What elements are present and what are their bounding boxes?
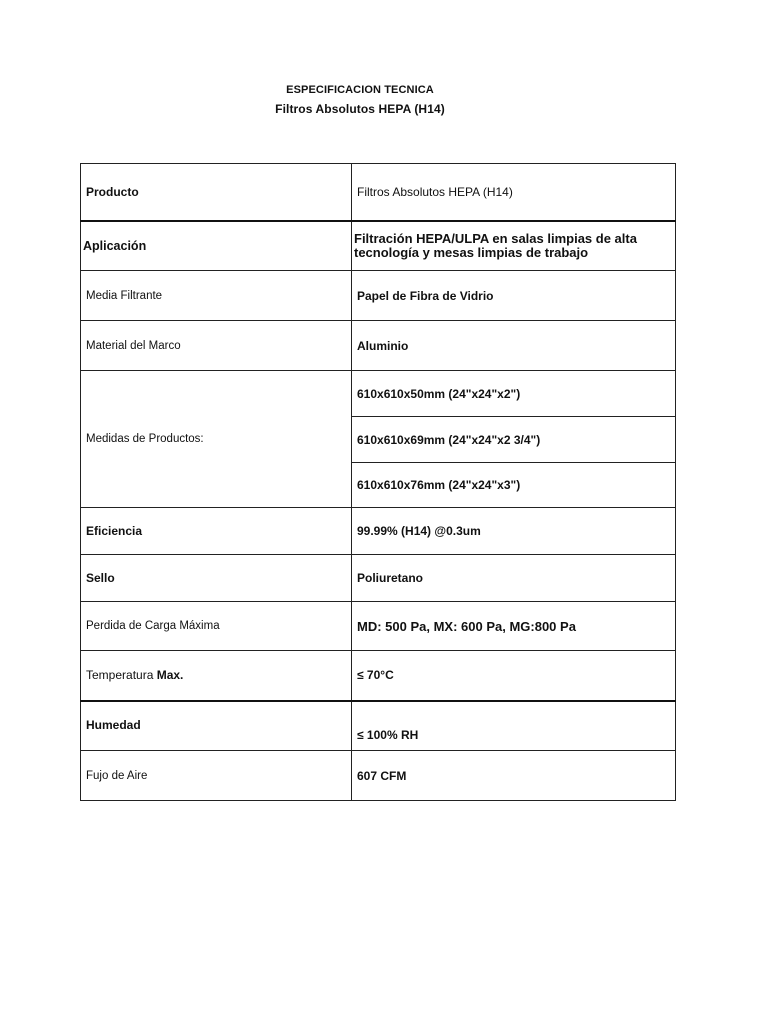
row-label: Humedad bbox=[81, 701, 352, 751]
row-value: Poliuretano bbox=[352, 555, 676, 602]
row-value: MD: 500 Pa, MX: 600 Pa, MG:800 Pa bbox=[352, 602, 676, 651]
row-value: Filtros Absolutos HEPA (H14) bbox=[352, 164, 676, 221]
row-value: 99.99% (H14) @0.3um bbox=[352, 508, 676, 555]
row-value: ≤ 100% RH bbox=[352, 701, 676, 751]
row-value: 610x610x50mm (24"x24"x2") bbox=[352, 371, 676, 417]
table-row-eficiencia bbox=[81, 508, 676, 555]
row-label: Media Filtrante bbox=[81, 271, 352, 321]
row-label: Producto bbox=[81, 164, 352, 221]
row-value: 610x610x76mm (24"x24"x3") bbox=[352, 463, 676, 508]
row-value: 607 CFM bbox=[352, 751, 676, 801]
table-row-producto bbox=[81, 164, 676, 221]
table-row-aplicacion bbox=[81, 221, 676, 271]
row-value: 610x610x69mm (24"x24"x2 3/4") bbox=[352, 417, 676, 463]
table-row-medidas-1 bbox=[81, 371, 676, 417]
row-label bbox=[81, 651, 352, 701]
row-label: Fujo de Aire bbox=[81, 751, 352, 801]
table-row-humedad bbox=[81, 701, 676, 751]
table-row-temperatura bbox=[81, 651, 676, 701]
table-row-material-marco bbox=[81, 321, 676, 371]
table-row-sello bbox=[81, 555, 676, 602]
row-label-part: Temperatura bbox=[86, 668, 157, 683]
row-label: Aplicación bbox=[81, 221, 352, 271]
row-value: ≤ 70°C bbox=[352, 651, 676, 701]
table-row-perdida-carga bbox=[81, 602, 676, 651]
row-label: Medidas de Productos: bbox=[81, 371, 352, 508]
document-title: ESPECIFICACION TECNICA bbox=[286, 84, 434, 96]
table-row-media-filtrante bbox=[81, 271, 676, 321]
row-value: Papel de Fibra de Vidrio bbox=[352, 271, 676, 321]
document-subtitle: Filtros Absolutos HEPA (H14) bbox=[275, 102, 445, 116]
row-value: Filtración HEPA/ULPA en salas limpias de alta tecnología y mesas limpias de trabajo bbox=[352, 221, 676, 271]
row-label: Eficiencia bbox=[81, 508, 352, 555]
row-label: Perdida de Carga Máxima bbox=[81, 602, 352, 651]
table-row-flujo-aire bbox=[81, 751, 676, 801]
spec-table bbox=[80, 163, 676, 801]
row-value: Aluminio bbox=[352, 321, 676, 371]
row-label: Material del Marco bbox=[81, 321, 352, 371]
row-label: Sello bbox=[81, 555, 352, 602]
row-label-part: Max. bbox=[156, 668, 184, 683]
